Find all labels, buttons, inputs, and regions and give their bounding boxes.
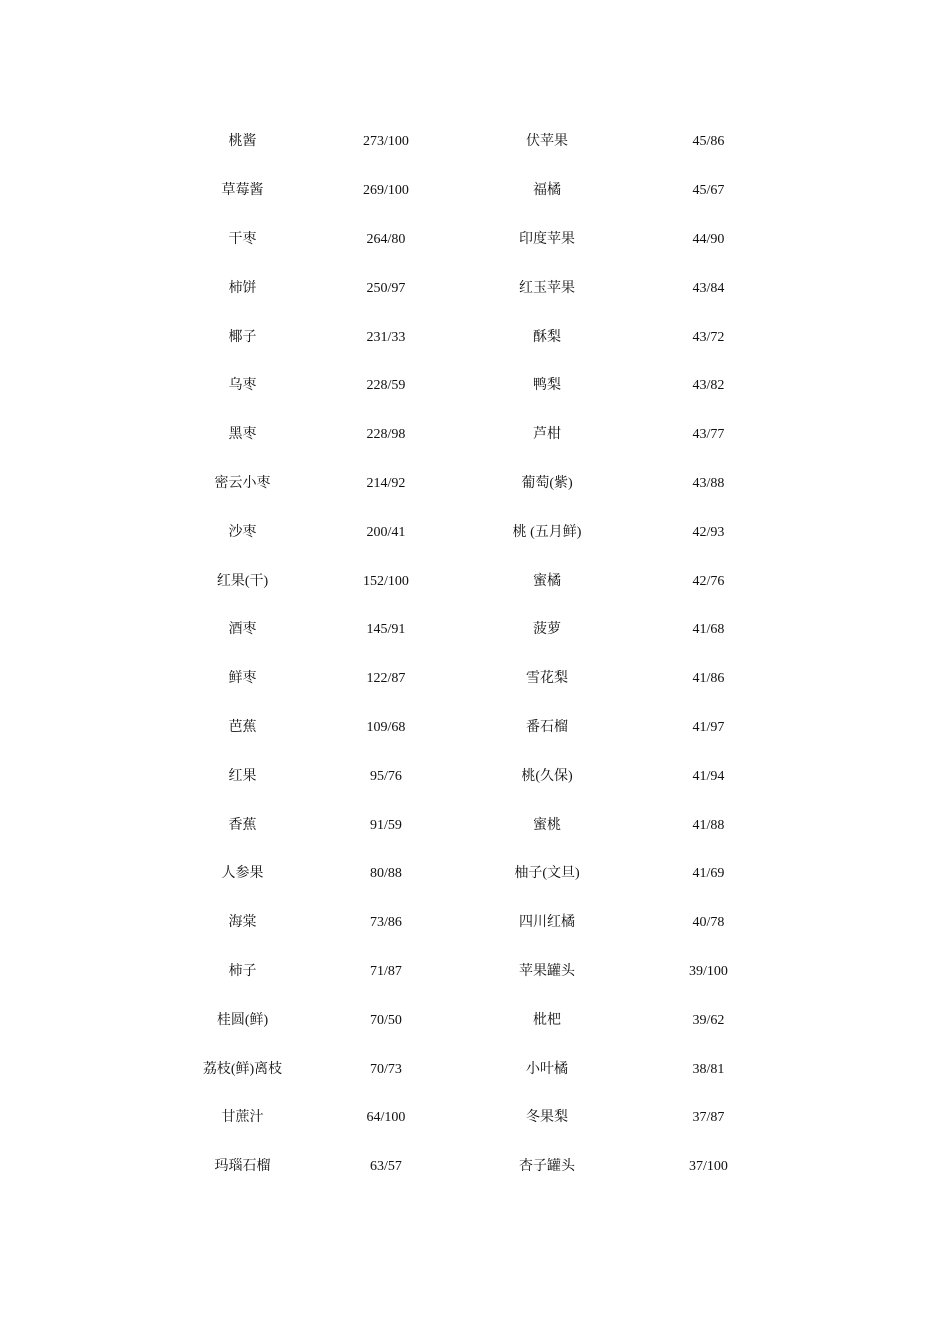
value-left-cell: 64/100 — [366, 1110, 406, 1126]
food-name-right-cell: 番石榴 — [526, 719, 568, 735]
value-right-cell: 42/93 — [692, 524, 725, 540]
value-right-cell: 38/81 — [692, 1061, 725, 1077]
food-name-right-cell: 四川红橘 — [519, 915, 575, 931]
fruit-calorie-table — [170, 118, 780, 1192]
value-left-cell: 200/41 — [366, 524, 406, 540]
table-row — [170, 1143, 780, 1192]
value-left-cell: 228/59 — [366, 378, 406, 394]
food-name-right-cell: 菠萝 — [533, 622, 561, 638]
table-row — [170, 460, 780, 509]
table-row — [170, 655, 780, 704]
food-name-right-cell: 桃 (五月鲜) — [512, 524, 582, 540]
table-row — [170, 606, 780, 655]
food-name-right-cell: 桃(久保) — [521, 768, 573, 784]
table-row — [170, 948, 780, 997]
table-row — [170, 508, 780, 557]
table-row — [170, 996, 780, 1045]
table-row — [170, 752, 780, 801]
food-name-right-cell: 福橘 — [533, 183, 561, 199]
value-left-cell: 145/91 — [366, 622, 406, 638]
value-left-cell: 70/73 — [370, 1061, 402, 1077]
value-left-cell: 95/76 — [370, 768, 402, 784]
table-row — [170, 1094, 780, 1143]
food-name-left-cell: 密云小枣 — [214, 475, 271, 491]
food-name-left-cell: 干枣 — [228, 231, 257, 247]
food-name-left-cell: 香蕉 — [228, 817, 257, 833]
value-left-cell: 152/100 — [363, 573, 409, 589]
food-name-left-cell: 红果(干) — [216, 573, 269, 589]
value-right-cell: 41/69 — [692, 866, 725, 882]
value-right-cell: 45/67 — [692, 183, 725, 199]
food-name-left-cell: 桂圆(鲜) — [216, 1012, 269, 1028]
food-name-left-cell: 柿子 — [228, 963, 257, 979]
value-left-cell: 269/100 — [363, 183, 409, 199]
food-name-right-cell: 小叶橘 — [526, 1061, 568, 1077]
food-name-right-cell: 蜜橘 — [533, 573, 561, 589]
food-name-right-cell: 蜜桃 — [533, 817, 561, 833]
food-name-left-cell: 椰子 — [228, 329, 257, 345]
food-name-left-cell: 甘蔗汁 — [221, 1110, 264, 1126]
table-body — [170, 118, 780, 1192]
food-name-right-cell: 葡萄(紫) — [521, 475, 573, 491]
food-name-right-cell: 杏子罐头 — [519, 1159, 575, 1175]
value-right-cell: 45/86 — [692, 134, 725, 150]
value-right-cell: 39/62 — [692, 1012, 725, 1028]
value-right-cell: 40/78 — [692, 915, 725, 931]
food-name-left-cell: 红果 — [228, 768, 257, 784]
value-left-cell: 264/80 — [366, 231, 406, 247]
table-row — [170, 118, 780, 167]
value-right-cell: 39/100 — [689, 963, 728, 979]
value-right-cell: 44/90 — [692, 231, 725, 247]
food-name-right-cell: 冬果梨 — [526, 1110, 568, 1126]
food-name-left-cell: 柿饼 — [228, 280, 257, 296]
food-name-left-cell: 鲜枣 — [228, 671, 257, 687]
food-name-right-cell: 苹果罐头 — [519, 963, 575, 979]
food-name-left-cell: 玛瑙石榴 — [214, 1159, 271, 1175]
food-name-left-cell: 沙枣 — [228, 524, 257, 540]
table-row — [170, 704, 780, 753]
food-name-left-cell: 乌枣 — [228, 378, 257, 394]
table-row — [170, 1045, 780, 1094]
value-right-cell: 43/88 — [692, 475, 725, 491]
value-left-cell: 231/33 — [366, 329, 406, 345]
food-name-right-cell: 鸭梨 — [533, 378, 561, 394]
table-row — [170, 801, 780, 850]
value-right-cell: 41/86 — [692, 671, 725, 687]
value-right-cell: 43/72 — [692, 329, 725, 345]
food-name-left-cell: 酒枣 — [228, 622, 257, 638]
food-name-left-cell: 荔枝(鲜)离枝 — [202, 1061, 283, 1077]
food-name-left-cell: 草莓酱 — [221, 183, 264, 199]
food-name-right-cell: 酥梨 — [533, 329, 561, 345]
value-right-cell: 41/97 — [692, 719, 725, 735]
food-name-right-cell: 雪花梨 — [526, 671, 568, 687]
value-left-cell: 71/87 — [370, 963, 402, 979]
value-left-cell: 109/68 — [366, 719, 406, 735]
value-left-cell: 214/92 — [366, 475, 406, 491]
value-left-cell: 122/87 — [366, 671, 406, 687]
table-row — [170, 313, 780, 362]
value-right-cell: 42/76 — [692, 573, 725, 589]
food-name-right-cell: 枇杷 — [533, 1012, 561, 1028]
value-left-cell: 73/86 — [370, 915, 402, 931]
table-row — [170, 216, 780, 265]
value-left-cell: 80/88 — [370, 866, 402, 882]
value-right-cell: 41/94 — [692, 768, 725, 784]
table-row — [170, 411, 780, 460]
food-name-right-cell: 柚子(文旦) — [514, 866, 580, 882]
food-name-left-cell: 海棠 — [228, 915, 257, 931]
table-row — [170, 850, 780, 899]
value-right-cell: 43/82 — [692, 378, 725, 394]
value-left-cell: 91/59 — [370, 817, 402, 833]
food-name-left-cell: 桃酱 — [228, 134, 257, 150]
food-name-right-cell: 红玉苹果 — [519, 280, 575, 296]
value-left-cell: 273/100 — [363, 134, 409, 150]
table-row — [170, 167, 780, 216]
value-left-cell: 70/50 — [370, 1012, 402, 1028]
table-row — [170, 264, 780, 313]
value-left-cell: 228/98 — [366, 427, 406, 443]
value-right-cell: 37/100 — [689, 1159, 728, 1175]
value-left-cell: 250/97 — [366, 280, 406, 296]
value-right-cell: 37/87 — [692, 1110, 725, 1126]
food-name-left-cell: 人参果 — [221, 866, 264, 882]
food-name-right-cell: 印度苹果 — [519, 231, 575, 247]
value-right-cell: 43/77 — [692, 427, 725, 443]
food-name-right-cell: 芦柑 — [533, 427, 561, 443]
food-name-left-cell: 黑枣 — [228, 427, 257, 443]
table-row — [170, 899, 780, 948]
value-right-cell: 43/84 — [692, 280, 725, 296]
table-row — [170, 362, 780, 411]
table-row — [170, 557, 780, 606]
food-name-right-cell: 伏苹果 — [526, 134, 568, 150]
value-right-cell: 41/88 — [692, 817, 725, 833]
food-name-left-cell: 芭蕉 — [228, 719, 257, 735]
value-right-cell: 41/68 — [692, 622, 725, 638]
value-left-cell: 63/57 — [370, 1159, 402, 1175]
